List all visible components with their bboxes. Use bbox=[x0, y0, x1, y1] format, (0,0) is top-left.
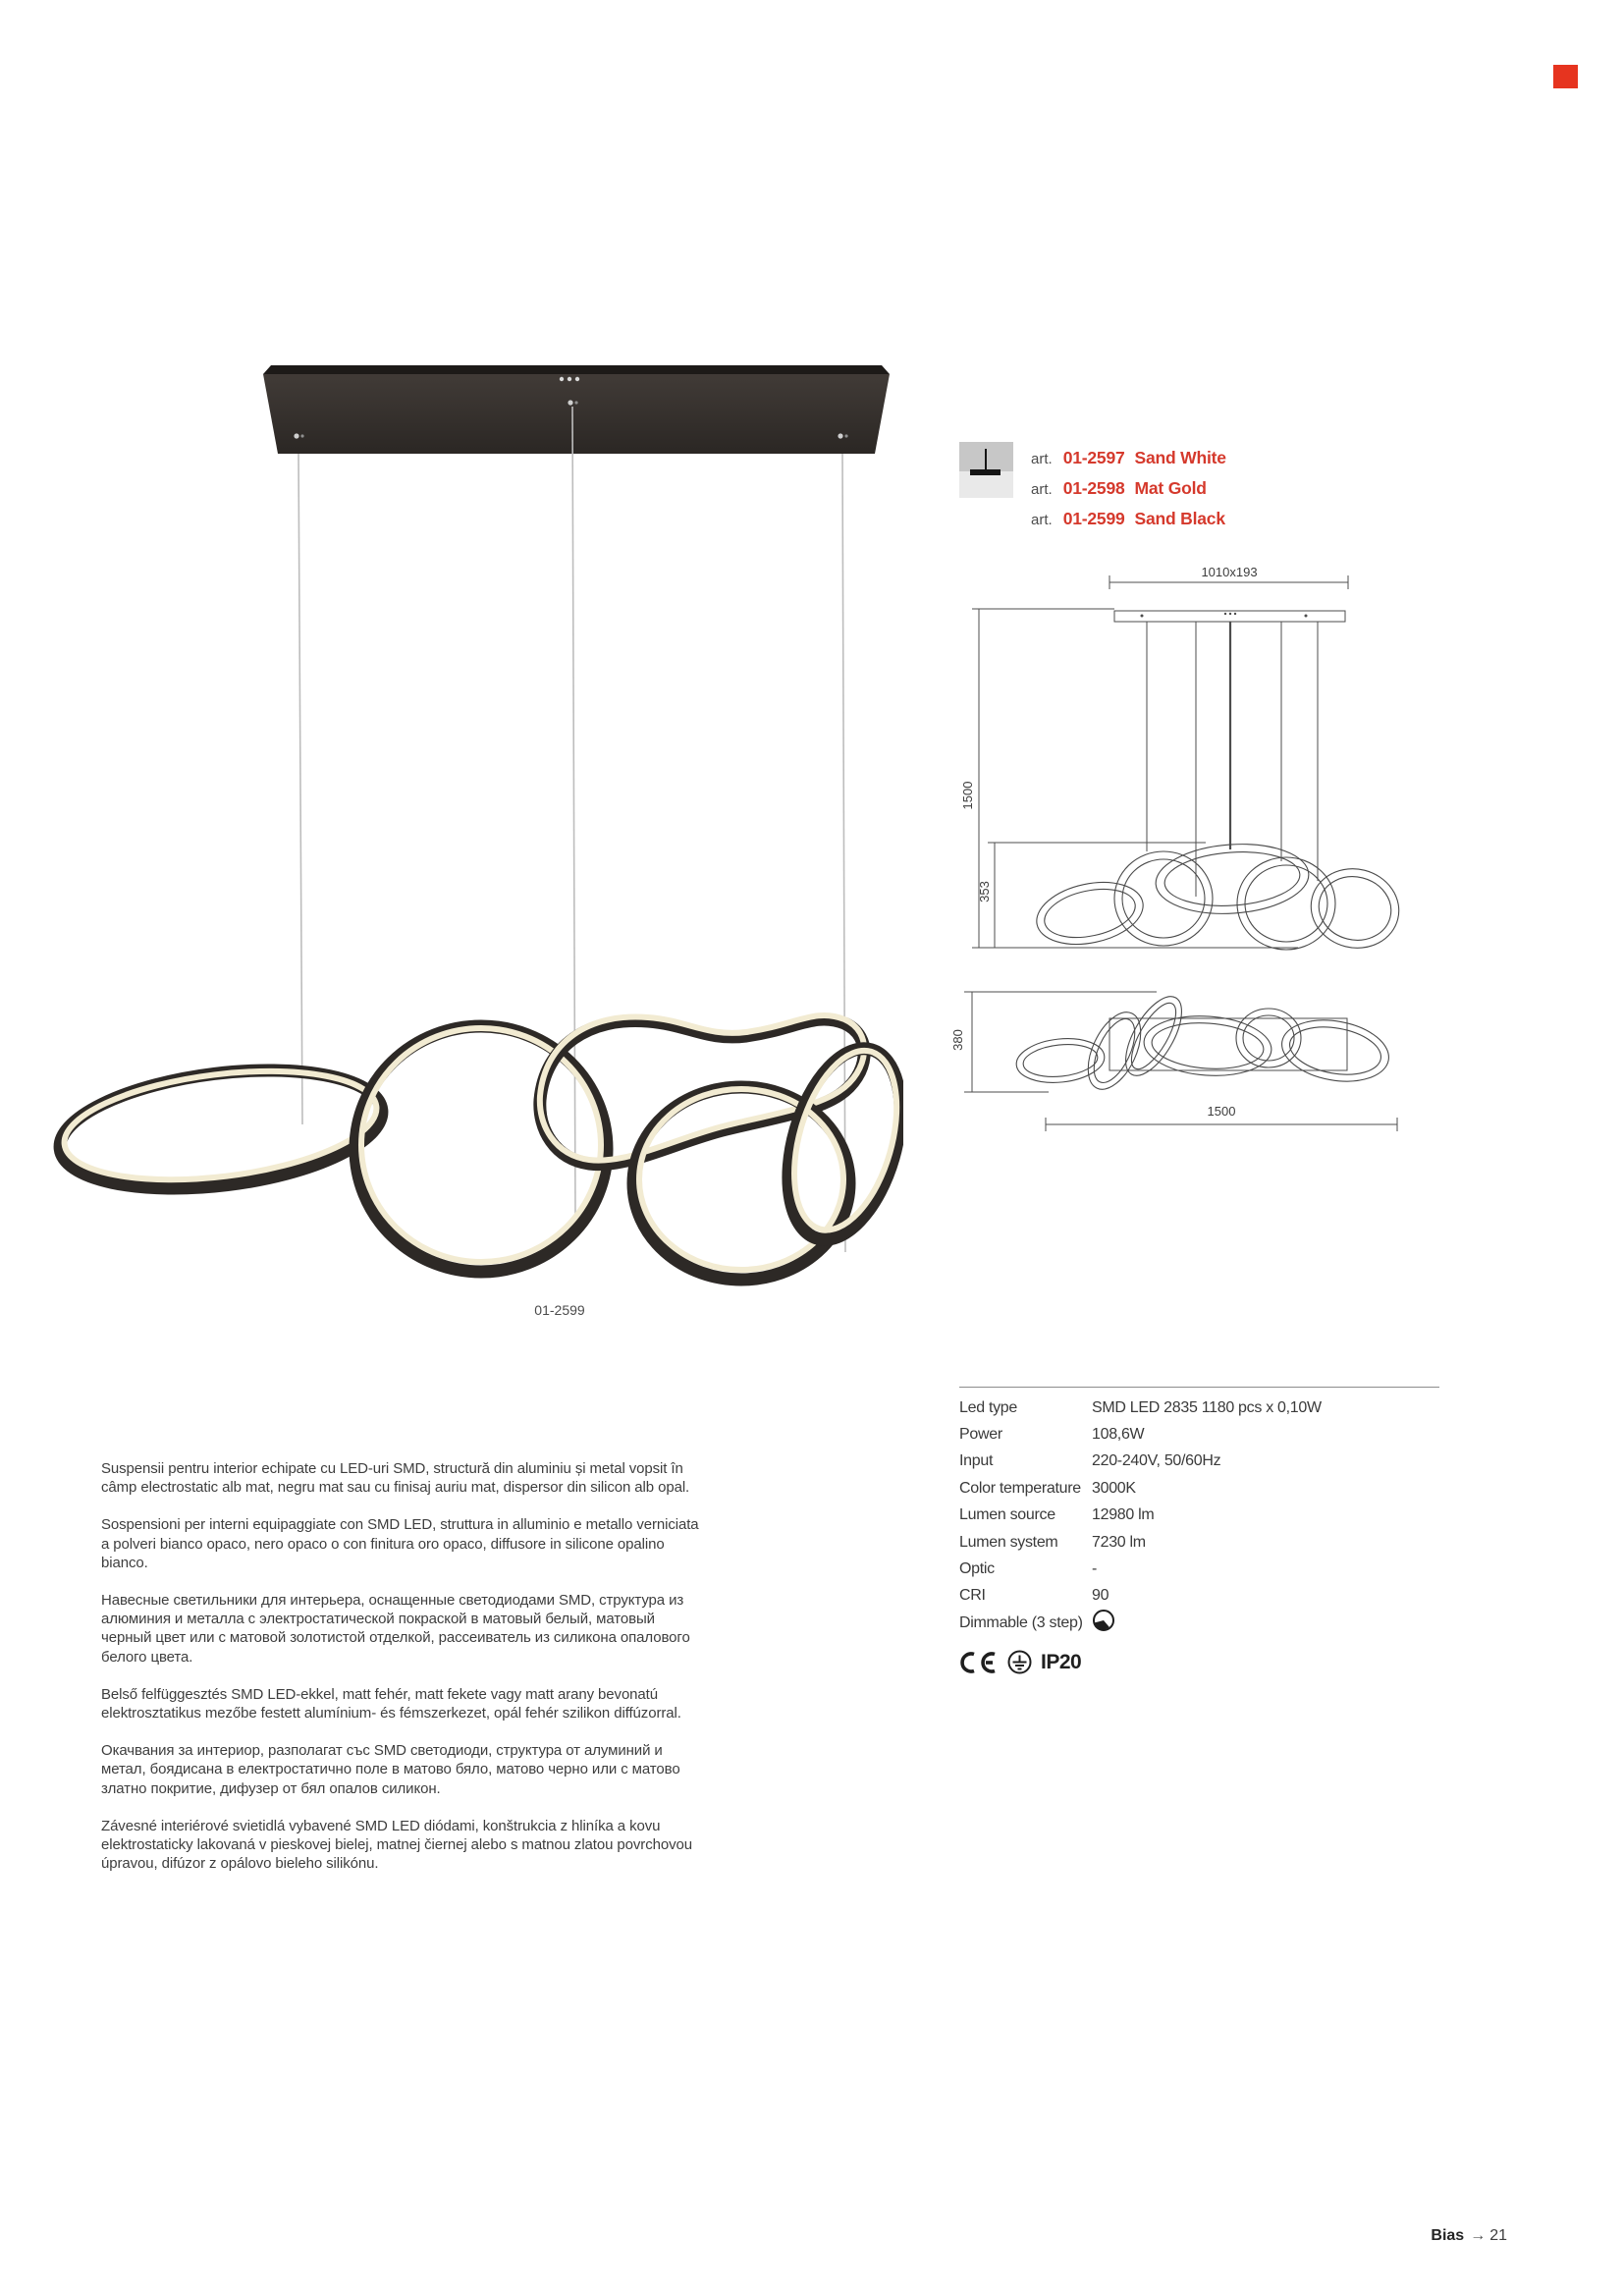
article-item bbox=[1031, 509, 1225, 529]
spec-label: Power bbox=[959, 1426, 1002, 1444]
spec-value bbox=[1092, 1609, 1115, 1637]
art-finish: Sand Black bbox=[1134, 509, 1225, 528]
art-code: 01-2598 bbox=[1062, 478, 1125, 498]
spec-value: 108,6W bbox=[1092, 1426, 1145, 1444]
spec-label: Optic bbox=[959, 1560, 995, 1578]
description-ro: Suspensii pentru interior echipate cu LED-uri SMD, structură din aluminiu și metal vopsit în câmp electrostatic alb mat, negru mat sau cu finisaj auriu mat, dispersor din silicon alb opal. bbox=[101, 1460, 690, 1497]
page-number: 21 bbox=[1489, 2227, 1507, 2244]
page-footer bbox=[1431, 2227, 1507, 2245]
article-item bbox=[1031, 448, 1226, 468]
dimension-drawing-front bbox=[943, 555, 1404, 957]
certifications bbox=[959, 1650, 1439, 1675]
art-prefix: art. bbox=[1031, 512, 1053, 528]
spec-value: - bbox=[1092, 1560, 1098, 1578]
spec-label: Led type bbox=[959, 1398, 1017, 1416]
spec-value: SMD LED 2835 1180 pcs x 0,10W bbox=[1092, 1398, 1322, 1416]
spec-label: Dimmable (3 step) bbox=[959, 1613, 1083, 1631]
spec-label: Input bbox=[959, 1452, 994, 1470]
spec-row bbox=[959, 1529, 1439, 1556]
ip-rating: IP20 bbox=[1041, 1650, 1082, 1673]
dim-label-length: 1500 bbox=[1207, 1104, 1236, 1119]
dim-label-width: 1010x193 bbox=[1201, 565, 1258, 579]
pendant-type-icon bbox=[959, 442, 1013, 498]
spec-label: Lumen source bbox=[959, 1506, 1055, 1524]
led-rings bbox=[53, 1015, 903, 1280]
spec-row bbox=[959, 1394, 1439, 1421]
art-prefix: art. bbox=[1031, 481, 1053, 498]
dim-label-height: 1500 bbox=[960, 781, 975, 810]
spec-label: Color temperature bbox=[959, 1479, 1081, 1497]
description-hu: Belső felfüggesztés SMD LED-ekkel, matt fehér, matt fekete vagy matt arany bevonatú elektrosztatikus mezőbe festett alumínium- és fémszerkezet, opál fehér szilikon diffúzorral. bbox=[101, 1685, 681, 1722]
dim-label-depth: 380 bbox=[950, 1029, 965, 1051]
spec-row bbox=[959, 1556, 1439, 1582]
product-name: Bias bbox=[1431, 2227, 1465, 2244]
description-sk: Závesné interiérové svietidlá vybavené SMD LED diódami, konštrukcia z hliníka a kovu elektrostaticky lakovaná v pieskovej bielej, matnej čiernej alebo s matnou zlatou povrchovou úpravou, difúzor z opálovo bieleho silikónu. bbox=[101, 1817, 692, 1873]
grounding-icon bbox=[1007, 1650, 1032, 1674]
spec-label: Lumen system bbox=[959, 1533, 1058, 1551]
spec-row bbox=[959, 1503, 1439, 1529]
spec-row bbox=[959, 1610, 1439, 1636]
spec-value: 7230 lm bbox=[1092, 1533, 1146, 1551]
canopy-plate bbox=[263, 365, 890, 454]
dim-label-fixture-height: 353 bbox=[977, 881, 992, 902]
art-finish: Sand White bbox=[1134, 448, 1226, 467]
product-photo bbox=[39, 344, 903, 1326]
rings-front-lineart bbox=[1031, 840, 1404, 957]
description-ru: Навесные светильники для интерьера, оснащенные светодиодами SMD, структура из алюминия и металла с электростатической покраской в матовый белый, матовый черный цвет или с матовой золотистой отделкой, рассеиватель из силикона опалового белого цвета. bbox=[101, 1592, 690, 1666]
spec-row bbox=[959, 1475, 1439, 1502]
arrow-icon: → bbox=[1470, 2227, 1487, 2244]
spec-row bbox=[959, 1421, 1439, 1448]
dimmer-icon bbox=[1092, 1609, 1115, 1632]
spec-value: 90 bbox=[1092, 1587, 1109, 1605]
ce-mark-icon bbox=[959, 1651, 999, 1674]
article-list bbox=[959, 440, 1283, 533]
art-code: 01-2599 bbox=[1062, 509, 1125, 528]
article-item bbox=[1031, 478, 1207, 499]
art-code: 01-2597 bbox=[1062, 448, 1125, 467]
spec-label: CRI bbox=[959, 1587, 986, 1605]
description-it: Sospensioni per interni equipaggiate con SMD LED, struttura in alluminio e metallo verniciata a polveri bianco opaco, nero opaco o con finitura oro opaco, diffusore in silicone opalino bianco. bbox=[101, 1516, 699, 1571]
art-prefix: art. bbox=[1031, 451, 1053, 467]
spec-row bbox=[959, 1449, 1439, 1475]
spec-value: 3000K bbox=[1092, 1479, 1136, 1497]
page-corner-marker bbox=[1553, 65, 1578, 88]
spec-table bbox=[959, 1387, 1439, 1675]
dimension-drawing-top bbox=[943, 977, 1414, 1139]
art-finish: Mat Gold bbox=[1134, 478, 1207, 498]
rings-top-lineart bbox=[1014, 988, 1393, 1097]
description-bg: Окачвания за интериор, разполагат със SMD светодиоди, структура от алуминий и метал, боядисана в електростатично поле в матово бяло, матово черно или с матово златно покритие, дифузер от бял опалов силикон. bbox=[101, 1742, 680, 1797]
spec-value: 220-240V, 50/60Hz bbox=[1092, 1452, 1221, 1470]
spec-row bbox=[959, 1583, 1439, 1610]
description-block bbox=[101, 1459, 706, 1891]
photo-caption: 01-2599 bbox=[534, 1302, 585, 1318]
spec-value: 12980 lm bbox=[1092, 1506, 1155, 1524]
